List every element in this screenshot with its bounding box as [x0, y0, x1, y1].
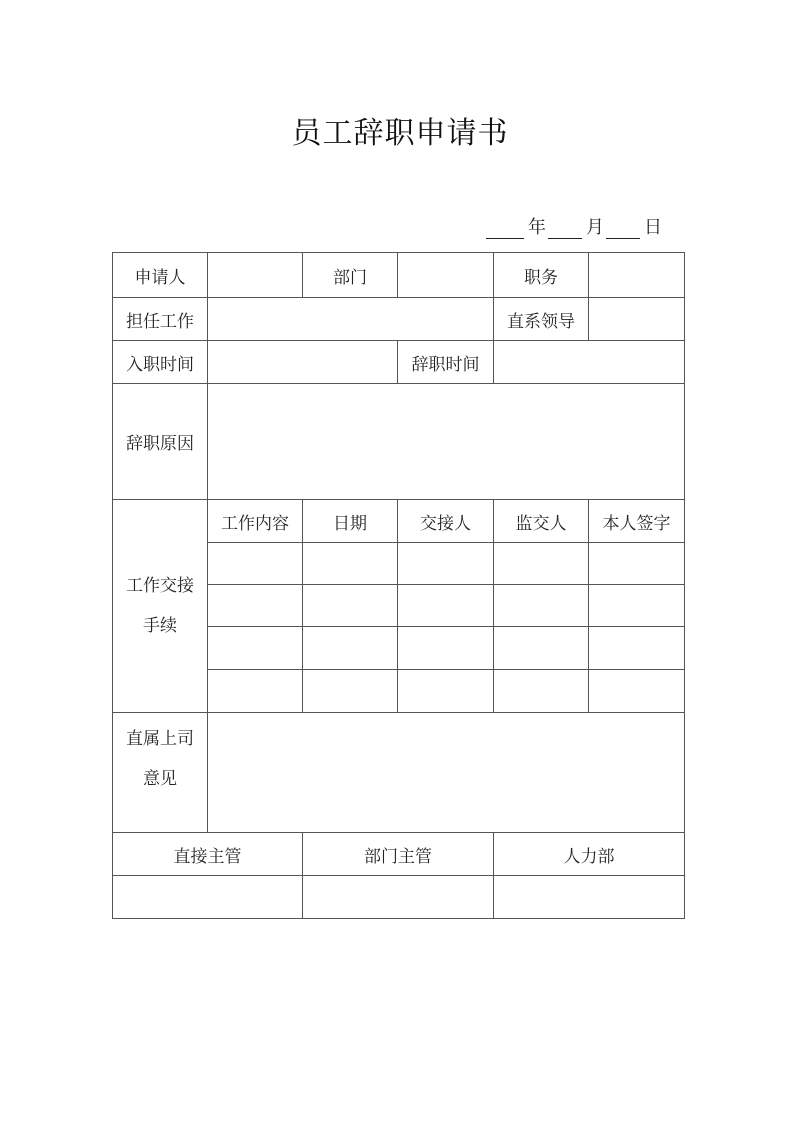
handover-cell[interactable] — [589, 585, 685, 627]
handover-cell[interactable] — [589, 670, 685, 713]
handover-label — [113, 500, 208, 713]
signoff-hr-label: 人力部 — [494, 833, 685, 876]
handover-col-date: 日期 — [303, 500, 398, 543]
handover-cell[interactable] — [494, 670, 589, 713]
handover-cell[interactable] — [589, 543, 685, 585]
applicant-label: 申请人 — [113, 253, 208, 298]
month-label: 月 — [586, 217, 604, 238]
handover-cell[interactable] — [398, 543, 494, 585]
applicant-field[interactable] — [208, 253, 303, 298]
handover-cell[interactable] — [208, 543, 303, 585]
supervisor-label-line1: 直属上司 — [126, 729, 194, 749]
handover-cell[interactable] — [208, 585, 303, 627]
year-label: 年 — [528, 217, 546, 238]
reason-field[interactable] — [208, 384, 685, 500]
year-blank[interactable] — [486, 218, 524, 239]
signoff-dept-manager-label: 部门主管 — [303, 833, 494, 876]
handover-cell[interactable] — [494, 543, 589, 585]
handover-col-supervisor: 监交人 — [494, 500, 589, 543]
supervisor-label-line2: 意见 — [143, 769, 177, 789]
handover-cell[interactable] — [303, 543, 398, 585]
direct-leader-label: 直系领导 — [494, 298, 589, 341]
supervisor-opinion-field[interactable] — [208, 713, 685, 833]
resign-date-field[interactable] — [494, 341, 685, 384]
handover-col-work-content: 工作内容 — [208, 500, 303, 543]
hire-date-label: 入职时间 — [113, 341, 208, 384]
position-label: 职务 — [494, 253, 589, 298]
form-title: 员工辞职申请书 — [291, 116, 509, 151]
handover-label-line2: 手续 — [143, 616, 177, 636]
direct-leader-field[interactable] — [589, 298, 685, 341]
signoff-direct-manager-label: 直接主管 — [113, 833, 303, 876]
duties-label: 担任工作 — [113, 298, 208, 341]
handover-cell[interactable] — [494, 627, 589, 670]
month-blank[interactable] — [548, 218, 582, 239]
day-label: 日 — [644, 217, 662, 238]
handover-cell[interactable] — [208, 670, 303, 713]
handover-cell[interactable] — [398, 627, 494, 670]
handover-col-receiver: 交接人 — [398, 500, 494, 543]
supervisor-opinion-label — [113, 713, 208, 833]
signoff-dept-manager-field[interactable] — [303, 876, 494, 919]
handover-cell[interactable] — [494, 585, 589, 627]
handover-label-line1: 工作交接 — [126, 576, 194, 596]
resign-date-label: 辞职时间 — [398, 341, 494, 384]
duties-field[interactable] — [208, 298, 494, 341]
resignation-form-table — [112, 252, 685, 919]
day-blank[interactable] — [606, 218, 640, 239]
handover-cell[interactable] — [398, 670, 494, 713]
handover-cell[interactable] — [303, 670, 398, 713]
department-field[interactable] — [398, 253, 494, 298]
handover-cell[interactable] — [208, 627, 303, 670]
signoff-hr-field[interactable] — [494, 876, 685, 919]
handover-cell[interactable] — [303, 627, 398, 670]
department-label: 部门 — [303, 253, 398, 298]
signoff-direct-manager-field[interactable] — [113, 876, 303, 919]
handover-cell[interactable] — [303, 585, 398, 627]
date-line — [486, 213, 664, 239]
handover-cell[interactable] — [589, 627, 685, 670]
handover-col-signature: 本人签字 — [589, 500, 685, 543]
handover-cell[interactable] — [398, 585, 494, 627]
position-field[interactable] — [589, 253, 685, 298]
reason-label: 辞职原因 — [113, 384, 208, 500]
hire-date-field[interactable] — [208, 341, 398, 384]
